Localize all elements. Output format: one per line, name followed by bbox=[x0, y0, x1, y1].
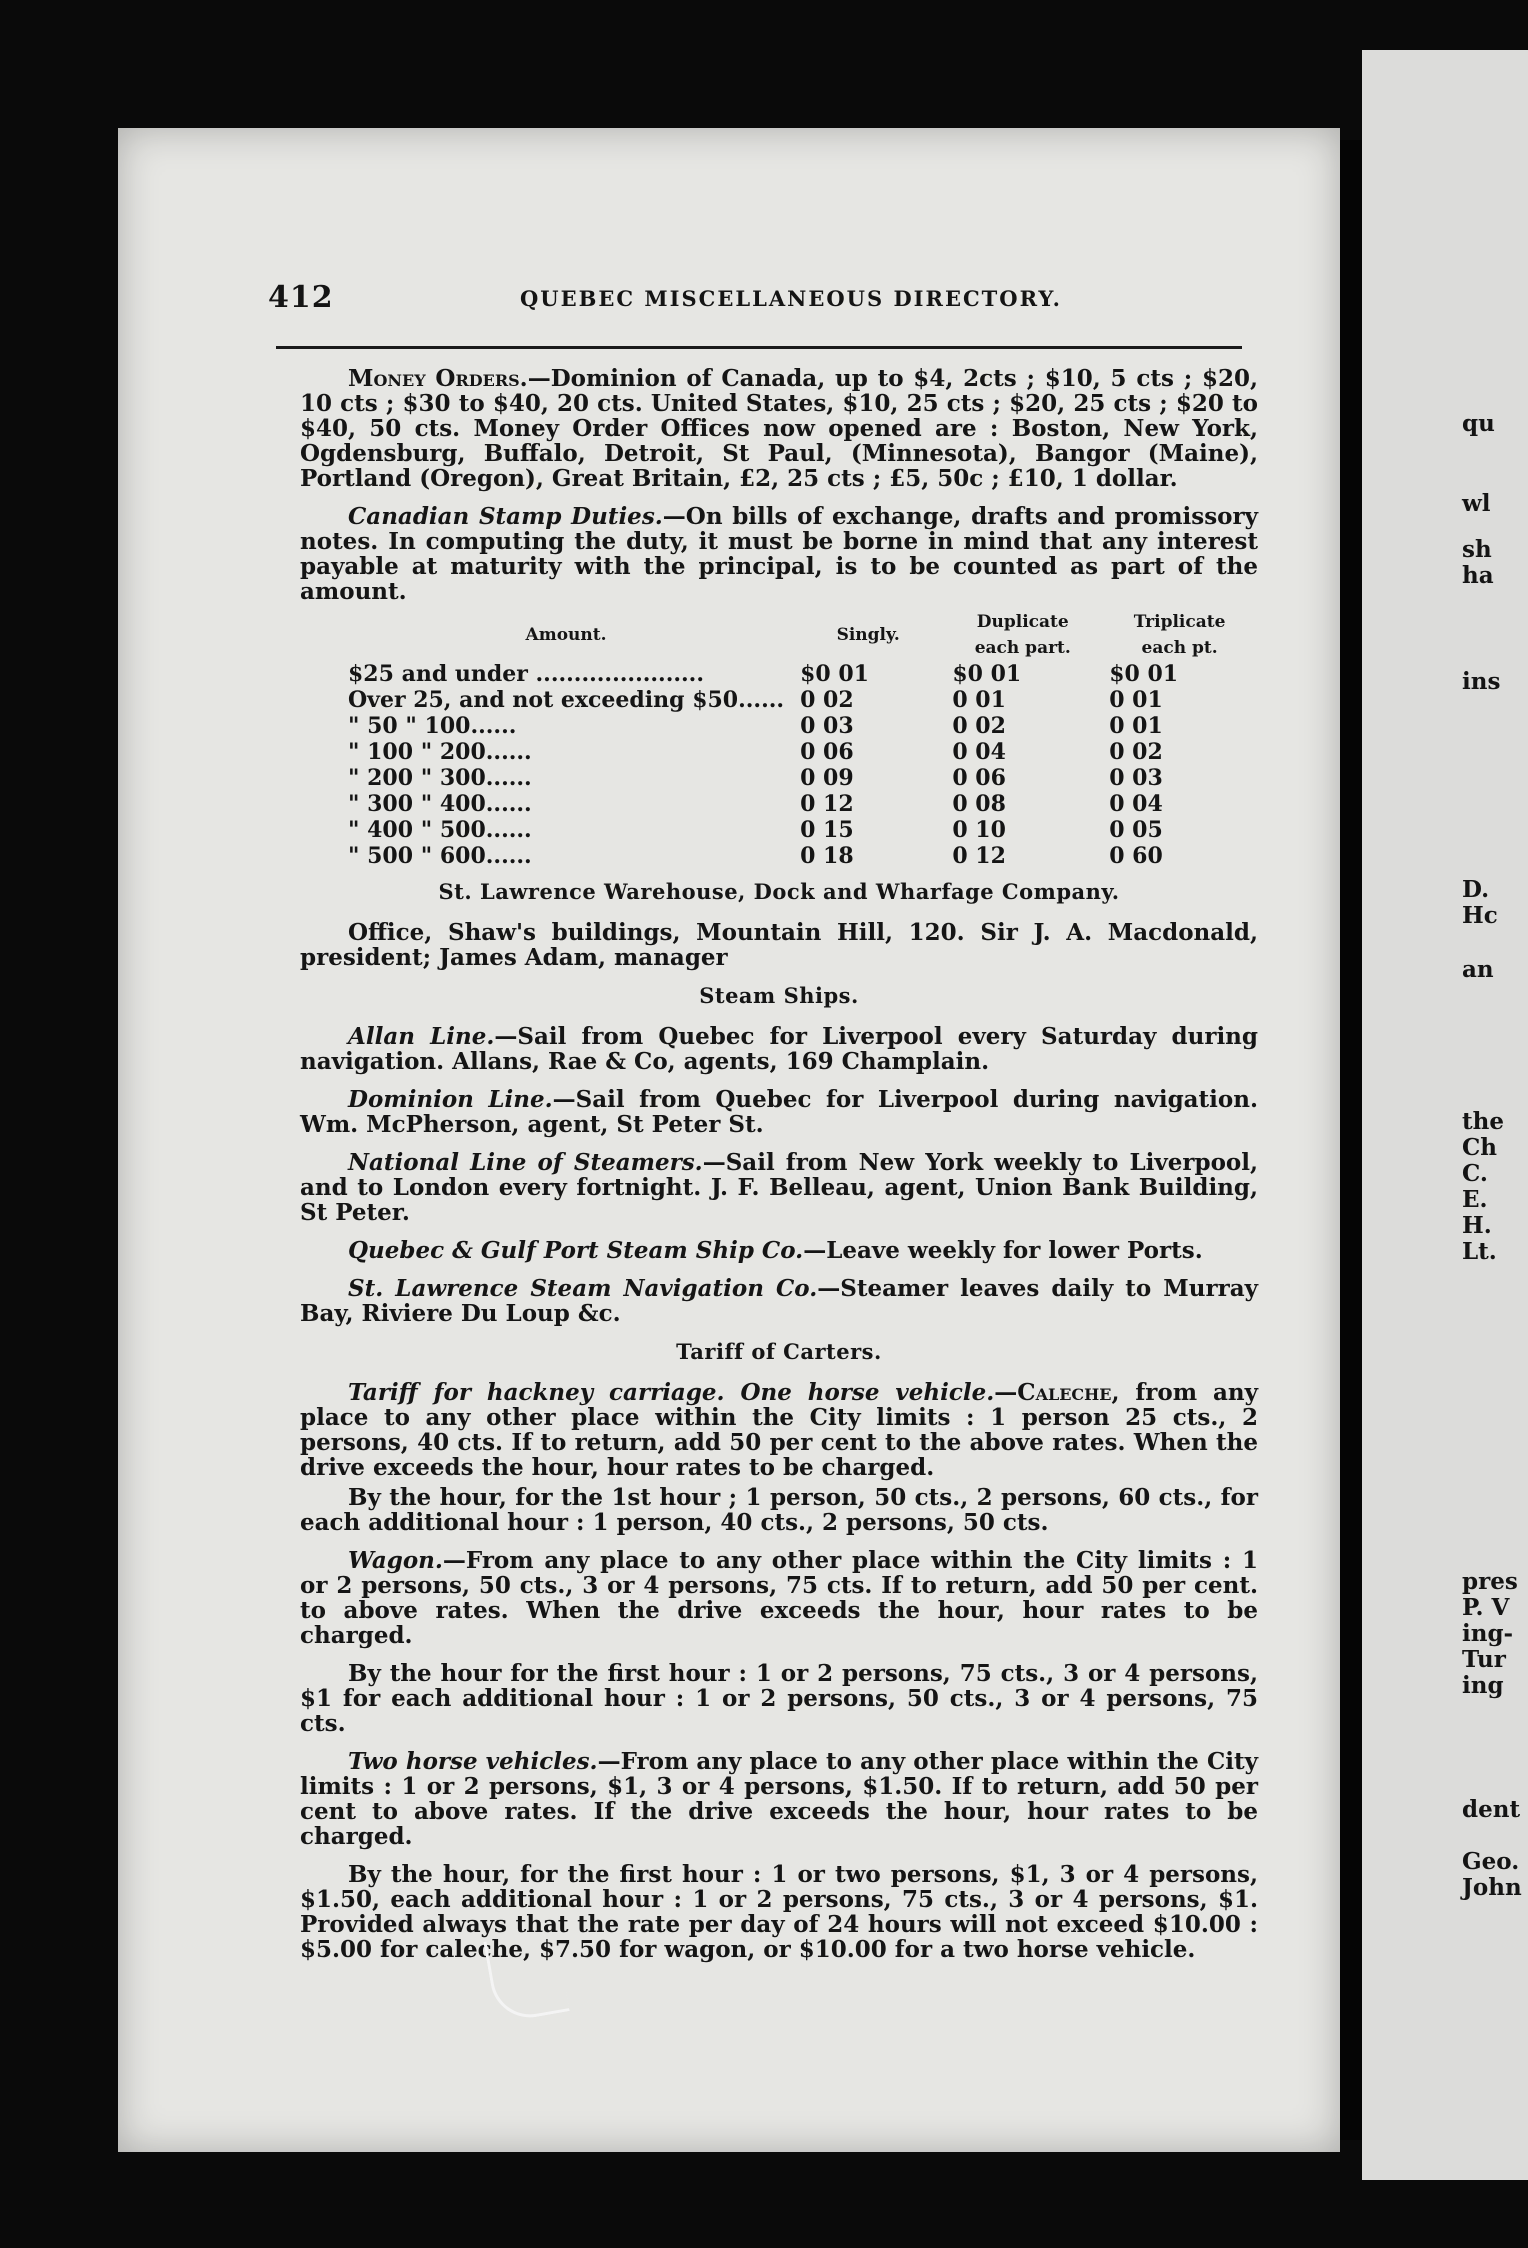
tariff-paragraph-1 bbox=[300, 1380, 1258, 1480]
cell-triplicate: 0 60 bbox=[1109, 843, 1163, 869]
steam-ships-list bbox=[300, 1024, 1258, 1326]
steam-ship-entry bbox=[300, 1238, 1258, 1263]
steam-ship-name: Allan Line. bbox=[348, 1023, 495, 1050]
steam-ship-name: Quebec & Gulf Port Steam Ship Co. bbox=[348, 1237, 804, 1264]
adjacent-page-fragment: dent bbox=[1462, 1796, 1521, 1823]
cell-singly: 0 02 bbox=[800, 687, 854, 713]
steam-ship-name: National Line of Steamers. bbox=[348, 1149, 703, 1176]
cell-amount: " 300 " 400...... bbox=[348, 791, 532, 817]
wagon-lead: Wagon. bbox=[348, 1547, 443, 1574]
running-head: QUEBEC MISCELLANEOUS DIRECTORY. bbox=[520, 286, 1062, 311]
steam-ship-entry bbox=[300, 1150, 1258, 1225]
cell-duplicate: 0 10 bbox=[952, 817, 1006, 843]
cell-singly: 0 09 bbox=[800, 765, 854, 791]
cell-amount: " 200 " 300...... bbox=[348, 765, 532, 791]
two-horse-text: —From any place to any other place within the City limits : 1 or 2 persons, $1, 3 or 4 persons, $1.50. If to return, add 50 per cent to above rates. If the drive exceeds the hour, hour rates to be charged. bbox=[300, 1748, 1258, 1850]
page-number: 412 bbox=[268, 280, 334, 315]
cell-singly: 0 03 bbox=[800, 713, 854, 739]
cell-singly: 0 06 bbox=[800, 739, 854, 765]
steam-ships-heading: Steam Ships. bbox=[699, 983, 859, 1008]
table-row bbox=[340, 843, 1258, 869]
table-header-row bbox=[340, 609, 1258, 661]
table-row bbox=[340, 791, 1258, 817]
cell-amount: " 100 " 200...... bbox=[348, 739, 532, 765]
money-orders-heading: Money Orders. bbox=[348, 365, 528, 392]
adjacent-page-fragment: E. bbox=[1462, 1186, 1488, 1213]
book-gutter bbox=[1340, 140, 1362, 2140]
adjacent-page-fragment: the bbox=[1462, 1108, 1504, 1135]
adjacent-page-fragment: Hc bbox=[1462, 902, 1498, 929]
tariff-paragraph-2: By the hour, for the 1st hour ; 1 person, 50 cts., 2 persons, 60 cts., for each additional hour : 1 person, 40 cts., 2 persons, 50 cts. bbox=[300, 1484, 1258, 1536]
cell-singly: 0 15 bbox=[800, 817, 854, 843]
money-orders-text: —Dominion of Canada, up to $4, 2cts ; $10, 5 cts ; $20, 10 cts ; $30 to $40, 20 cts. United States, $10, 25 cts ; $20, 25 cts ; $20 to $40, 50 cts. Money Order Offices now opened are : Boston, New York, Ogdensburg, Buffalo, Detroit, St Paul, (Minnesota), Bangor (Maine), Portland (Oregon), Great Britain, £2, 25 cts ; £5, 50c ; £10, 1 dollar. bbox=[300, 365, 1258, 492]
warehouse-paragraph: Office, Shaw's buildings, Mountain Hill, 120. Sir J. A. Macdonald, president; James Adam, manager bbox=[300, 919, 1258, 971]
cell-amount: " 400 " 500...... bbox=[348, 817, 532, 843]
cell-amount: " 50 " 100...... bbox=[348, 713, 517, 739]
cell-duplicate: $0 01 bbox=[952, 661, 1022, 687]
cell-duplicate: 0 04 bbox=[952, 739, 1006, 765]
adjacent-page-fragment: qu bbox=[1462, 410, 1495, 437]
steam-ship-text: —Steamer leaves daily to Murray Bay, Riviere Du Loup &c. bbox=[300, 1275, 1258, 1327]
column-header-amount: Amount. bbox=[525, 625, 607, 645]
stamp-duties-heading: Canadian Stamp Duties. bbox=[348, 503, 663, 530]
adjacent-page-fragment: Geo. bbox=[1462, 1848, 1520, 1875]
cell-amount: $25 and under ...................... bbox=[348, 661, 704, 687]
stamp-duties-text: —On bills of exchange, drafts and promissory notes. In computing the duty, it must be borne in mind that any interest payable at maturity with the principal, is to be counted as part of the amount. bbox=[300, 503, 1259, 605]
column-header-singly: Singly. bbox=[836, 625, 900, 645]
wagon-hourly-paragraph: By the hour for the first hour : 1 or 2 persons, 75 cts., 3 or 4 persons, $1 for each additional hour : 1 or 2 persons, 50 cts., 3 or 4 persons, 75 cts. bbox=[300, 1660, 1258, 1737]
adjacent-page-fragment: D. bbox=[1462, 876, 1490, 903]
warehouse-heading: St. Lawrence Warehouse, Dock and Wharfage Company. bbox=[438, 879, 1120, 904]
page-content bbox=[300, 366, 1258, 1975]
steam-ship-entry bbox=[300, 1276, 1258, 1326]
table-row bbox=[340, 687, 1258, 713]
two-horse-lead: Two horse vehicles. bbox=[348, 1748, 598, 1775]
cell-triplicate: 0 01 bbox=[1109, 713, 1163, 739]
adjacent-page-fragment: ha bbox=[1462, 562, 1494, 589]
caleche-label: —Caleche, bbox=[994, 1379, 1120, 1406]
adjacent-page-fragment: ing- bbox=[1462, 1620, 1514, 1647]
steam-ship-text: —Sail from New York weekly to Liverpool, and to London every fortnight. J. F. Belleau, agent, Union Bank Building, St Peter. bbox=[300, 1149, 1258, 1226]
steam-ship-name: St. Lawrence Steam Navigation Co. bbox=[348, 1275, 818, 1302]
steam-ship-entry bbox=[300, 1087, 1258, 1137]
cell-singly: 0 18 bbox=[800, 843, 854, 869]
two-horse-paragraph bbox=[300, 1749, 1258, 1849]
adjacent-page-fragment: ins bbox=[1462, 668, 1501, 695]
table-row bbox=[340, 661, 1258, 687]
table-row bbox=[340, 817, 1258, 843]
stamp-duties-paragraph bbox=[300, 504, 1258, 604]
steam-ship-entry bbox=[300, 1024, 1258, 1074]
adjacent-page-fragment: P. V bbox=[1462, 1594, 1510, 1621]
cell-duplicate: 0 01 bbox=[952, 687, 1006, 713]
table-row bbox=[340, 739, 1258, 765]
steam-ship-name: Dominion Line. bbox=[348, 1086, 553, 1113]
table-row bbox=[340, 713, 1258, 739]
table-row bbox=[340, 765, 1258, 791]
cell-triplicate: 0 03 bbox=[1109, 765, 1163, 791]
cell-duplicate: 0 08 bbox=[952, 791, 1006, 817]
adjacent-page-fragment: Tur bbox=[1462, 1646, 1506, 1673]
column-header-duplicate: Duplicate each part. bbox=[974, 612, 1071, 658]
adjacent-page-fragment: C. bbox=[1462, 1160, 1488, 1187]
adjacent-page-fragment: pres bbox=[1462, 1568, 1518, 1595]
cell-duplicate: 0 02 bbox=[952, 713, 1006, 739]
cell-triplicate: $0 01 bbox=[1109, 661, 1179, 687]
adjacent-page-fragment: wl bbox=[1462, 490, 1491, 517]
cell-amount: " 500 " 600...... bbox=[348, 843, 532, 869]
adjacent-page-fragment: sh bbox=[1462, 536, 1492, 563]
steam-ship-text: —Sail from Quebec for Liverpool every Saturday during navigation. Allans, Rae & Co, agents, 169 Champlain. bbox=[300, 1023, 1258, 1075]
cell-triplicate: 0 01 bbox=[1109, 687, 1163, 713]
tariff-heading: Tariff of Carters. bbox=[676, 1339, 882, 1364]
wagon-paragraph bbox=[300, 1548, 1258, 1648]
tariff-lead: Tariff for hackney carriage. One horse vehicle. bbox=[348, 1379, 995, 1406]
cell-triplicate: 0 02 bbox=[1109, 739, 1163, 765]
header-rule bbox=[276, 346, 1242, 349]
cell-duplicate: 0 06 bbox=[952, 765, 1006, 791]
cell-singly: $0 01 bbox=[800, 661, 869, 687]
page-header bbox=[268, 280, 1248, 320]
adjacent-page-fragment: H. bbox=[1462, 1212, 1492, 1239]
cell-singly: 0 12 bbox=[800, 791, 854, 817]
adjacent-page-fragment: Ch bbox=[1462, 1134, 1498, 1161]
money-orders-paragraph bbox=[300, 366, 1258, 491]
steam-ship-text: —Leave weekly for lower Ports. bbox=[803, 1237, 1203, 1264]
adjacent-page-fragment: Lt. bbox=[1462, 1238, 1497, 1265]
column-header-triplicate: Triplicate each pt. bbox=[1133, 612, 1226, 658]
cell-duplicate: 0 12 bbox=[952, 843, 1006, 869]
adjacent-page-fragment: an bbox=[1462, 956, 1494, 983]
two-horse-hourly-paragraph: By the hour, for the first hour : 1 or two persons, $1, 3 or 4 persons, $1.50, each additional hour : 1 or 2 persons, 75 cts., 3 or 4 persons, $1. Provided always that the rate per day of 24 hours will not exceed $10.00 : $5.00 for caleche, $7.50 for wagon, or $10.00 for a two horse vehicle. bbox=[300, 1861, 1258, 1963]
adjacent-page-fragment: John bbox=[1462, 1874, 1522, 1901]
cell-amount: Over 25, and not exceeding $50...... bbox=[348, 687, 785, 713]
adjacent-page-edge bbox=[1362, 50, 1528, 2180]
wagon-text: —From any place to any other place within the City limits : 1 or 2 persons, 50 cts., 3 or 4 persons, 75 cts. If to return, add 50 per cent. to above rates. When the drive exceeds the hour, hour rates to be charged. bbox=[300, 1547, 1258, 1649]
stamp-duties-rows bbox=[340, 661, 1258, 869]
cell-triplicate: 0 05 bbox=[1109, 817, 1163, 843]
tariff-text-1: from any place to any other place within the City limits : 1 person 25 cts., 2 persons, 40 cts. If to return, add 50 per cent to the above rates. When the drive exceeds the hour, hour rates to be charged. bbox=[300, 1379, 1258, 1481]
steam-ship-text: —Sail from Quebec for Liverpool during navigation. Wm. McPherson, agent, St Peter St. bbox=[300, 1086, 1258, 1138]
stamp-duties-table bbox=[340, 609, 1258, 869]
cell-triplicate: 0 04 bbox=[1109, 791, 1163, 817]
adjacent-page-fragment: ing bbox=[1462, 1672, 1504, 1699]
